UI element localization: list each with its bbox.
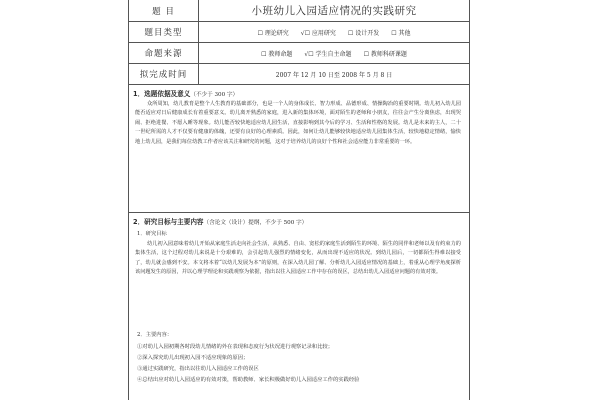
- section2-goal-heading: 1．研究目标: [137, 231, 167, 237]
- time-label: 拟完成时间: [129, 64, 199, 84]
- type-option-design-text: 设计开发: [355, 29, 380, 37]
- source-option-research-text: 教师科研课题: [370, 50, 407, 58]
- source-option-student-mark: √☐: [304, 50, 314, 58]
- type-option-applied-text: 应用研究: [311, 29, 336, 37]
- content-item-4: ④总结出应对幼儿入园适应的有效对策，帮助教师、家长积极做好幼儿入园适应工作的实践经验: [137, 377, 360, 383]
- section2-content-heading: 2．主要内容：: [137, 332, 173, 338]
- topic-row: [129, 0, 469, 22]
- content-item-2: ②深入探究幼儿出现初入园不适应现象的原因；: [137, 355, 249, 361]
- source-label: 命题来源: [129, 43, 199, 63]
- section1-note: （不少于 300 字）: [190, 92, 239, 98]
- type-option-other-text: 其他: [398, 29, 411, 37]
- source-row: [129, 43, 469, 64]
- section2-heading: [133, 216, 307, 226]
- type-option-theory[interactable]: [257, 28, 288, 37]
- type-option-design-mark: ☐: [347, 29, 354, 37]
- source-option-student-text: 学生自主命题: [315, 50, 352, 58]
- topic-value: [199, 0, 469, 21]
- topic-label: 题 目: [129, 0, 199, 21]
- source-option-teacher-text: 教师命题: [268, 50, 293, 58]
- section2-heading-text: 2．研究目标与主要内容: [133, 218, 204, 226]
- type-row: [129, 22, 469, 43]
- source-option-teacher[interactable]: [261, 49, 292, 58]
- type-option-applied[interactable]: [301, 28, 336, 37]
- time-row: [129, 64, 469, 85]
- type-option-theory-text: 理论研究: [264, 29, 289, 37]
- source-option-student[interactable]: [304, 49, 351, 58]
- type-option-other-mark: ☐: [391, 29, 397, 37]
- time-value: 2007 年 12 月 10 日至 2008 年 5 月 8 日: [275, 71, 393, 79]
- type-label: 题目类型: [129, 22, 199, 42]
- type-option-applied-mark: √☐: [300, 29, 310, 37]
- source-option-research-mark: ☐: [363, 50, 369, 58]
- topic-title: 小班幼儿入园适应情况的实践研究: [251, 5, 417, 17]
- type-option-other[interactable]: [391, 28, 410, 37]
- type-options: [199, 22, 469, 42]
- section1-paragraph: 众所周知，幼儿教育是整个人生教育的基础部分，也是一个人的身体成长、智力形成、品德形成、情操陶冶的重要时期。幼儿初入幼儿园能否适应对日后健康成长有着重要意义。幼儿离开熟悉的家庭，进入新的集体环境，面对陌生的老师和小朋友，往往会产生分离焦虑，出现哭闹、拒绝进餐、不愿入睡等现象。幼儿能否较快地适应幼儿园生活，直接影响到其今后的学习、生活和性格的发展。幼儿是未来的主人，二十一世纪所需的人才不仅要有健康的体魄，还要有良好的心理素质。因此，如何让幼儿能够较快地适应幼儿园集体生活，较快地稳定情绪，愉快地上幼儿园，是我们每位幼教工作者应该关注和研究的问题，这对于培养幼儿的良好个性和社会适应能力非常重要的一环。: [135, 101, 461, 145]
- type-option-theory-mark: ☐: [257, 29, 263, 37]
- section1-heading-text: 1．选题依据及意义: [133, 90, 191, 98]
- source-option-research[interactable]: [364, 49, 407, 58]
- proposal-form: [128, 0, 470, 400]
- source-options: [199, 43, 469, 63]
- section1-heading: [133, 88, 238, 98]
- content-item-3: ③通过实践研究，指出以往幼儿入园适应工作的误区: [137, 366, 259, 372]
- section-divider: [129, 212, 469, 213]
- type-option-design[interactable]: [348, 28, 379, 37]
- section2-note: （含论文（设计）提纲，不少于 500 字）: [203, 220, 308, 226]
- section2-paragraph: 幼儿初入园意味着幼儿开始从家庭生活走向社会生活，从熟悉、自由、宽松的家庭生活到陌生的环境、陌生的同伴和老师以及有约束力的集体生活，这个过程对幼儿来说是十分艰难的，会引起幼儿强烈的情绪变化，从而出现不适应的状况。到幼儿园后，一切都陌生得难以接受了，幼儿就会感到不安。本文将本着“以幼儿发展为本”的原则，在深入幼儿园了解、分析幼儿入园适应情况的基础上，着重从心理学角度探析该问题发生的原因，并以心理学理论和实践观察为依据，指出以往入园适应工作中存在的误区，总结出幼儿入园适应问题的有效对策。: [135, 241, 461, 276]
- content-item-1: ①对幼儿入园初期各时段幼儿情绪的外在表现和态度行为状况进行观察记录和比较；: [137, 344, 333, 350]
- source-option-teacher-mark: ☐: [261, 50, 267, 58]
